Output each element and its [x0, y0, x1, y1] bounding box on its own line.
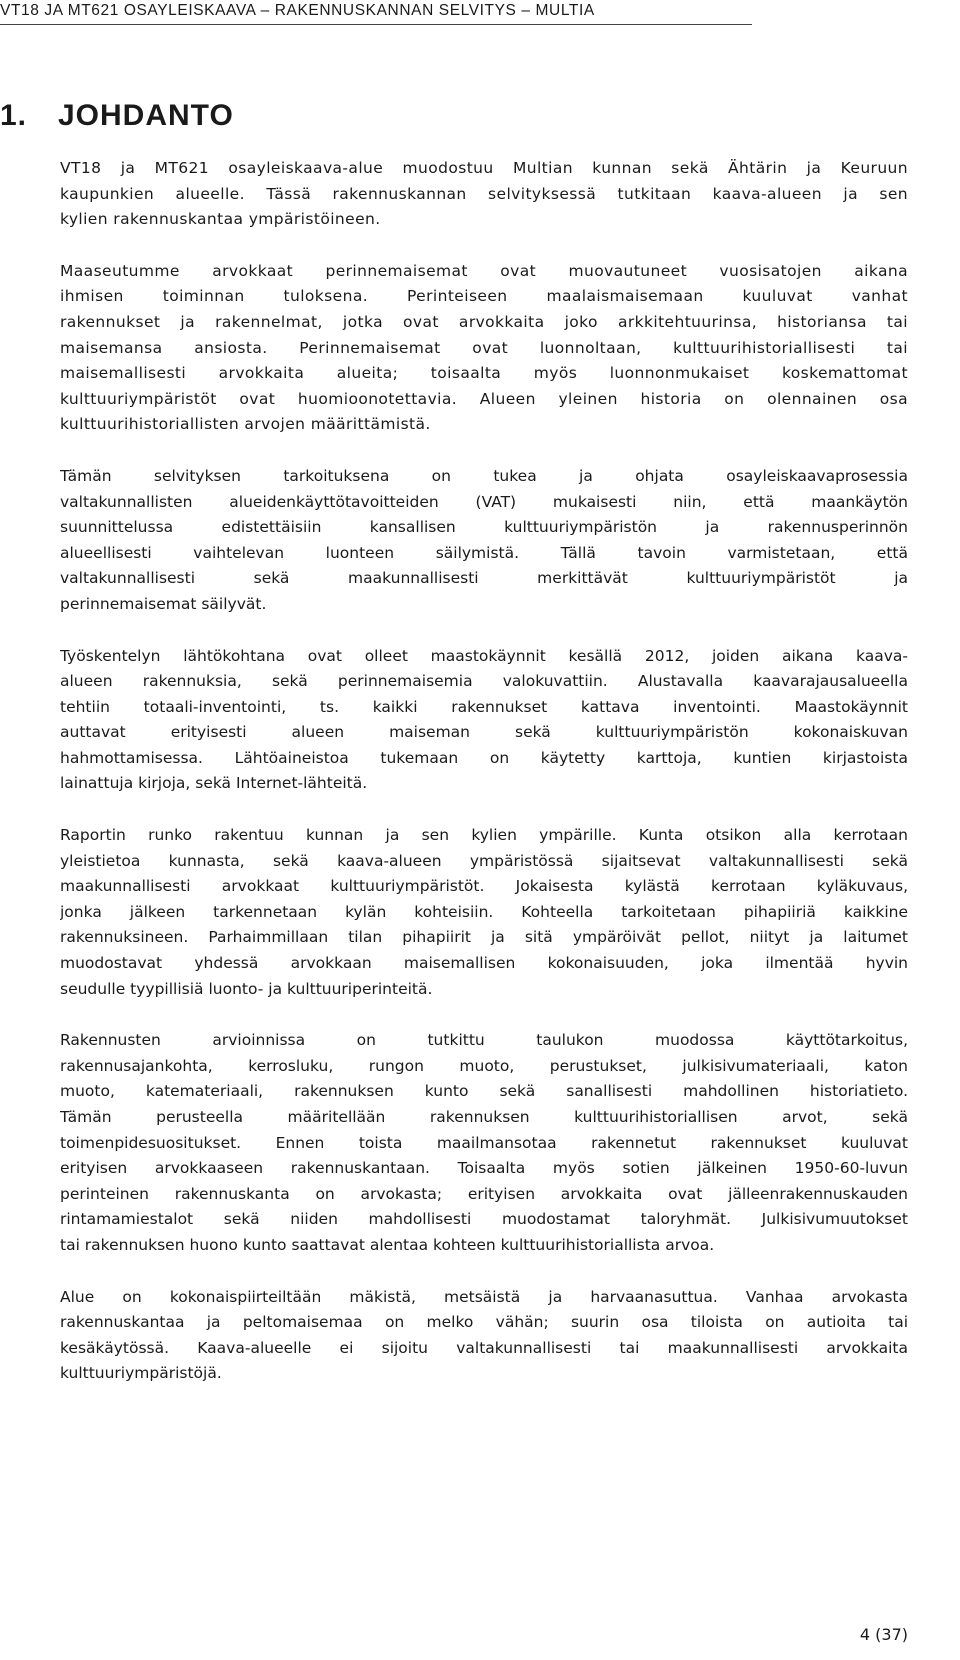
text-line: alueellisesti vaihtelevan luonteen säilymistä. Tällä tavoin varmistetaan, että: [60, 543, 908, 562]
text-line: rakennukset ja rakennelmat, jotka ovat arvokkaita joko arkkitehtuurinsa, historiansa tai: [60, 312, 908, 331]
text-line: kulttuuriympäristöjä.: [60, 1364, 222, 1383]
text-line: maakunnallisesti arvokkaat kulttuuriympäristöt. Jokaisesta kylästä kerrotaan kyläkuvaus,: [60, 877, 908, 896]
text-line: auttavat erityisesti alueen maiseman sekä kulttuuriympäristön kokonaiskuvan: [60, 723, 908, 742]
text-line: tehtiin totaali-inventointi, ts. kaikki rakennukset kattava inventointi. Maastokäynnit: [60, 697, 908, 716]
section-number: 1.: [0, 99, 28, 132]
paragraph: [60, 823, 908, 1002]
paragraph: [60, 1028, 908, 1258]
text-line: valtakunnallisesti sekä maakunnallisesti merkittävät kulttuuriympäristöt ja: [60, 569, 908, 588]
text-line: perinnemaisemat säilyvät.: [60, 594, 267, 613]
text-line: kylien rakennuskantaa ympäristöineen.: [60, 210, 381, 229]
text-line: tai rakennuksen huono kunto saattavat alentaa kohteen kulttuurihistoriallista arvoa.: [60, 1235, 715, 1254]
paragraph: [60, 156, 908, 233]
text-line: suunnittelussa edistettäisiin kansallisen kulttuuriympäristön ja rakennusperinnön: [60, 518, 908, 537]
text-line: seudulle tyypillisiä luonto- ja kulttuuriperinteitä.: [60, 979, 433, 998]
document-body: [60, 156, 908, 1413]
paragraph: [60, 259, 908, 438]
paragraph: [60, 464, 908, 618]
text-line: Rakennusten arvioinnissa on tutkittu taulukon muodossa käyttötarkoitus,: [60, 1031, 908, 1050]
paragraph: [60, 644, 908, 798]
text-line: muoto, katemateriaali, rakennuksen kunto sekä sanallisesti mahdollinen historiatieto.: [60, 1082, 908, 1101]
text-line: kulttuuriympäristöt ovat huomioonotettavia. Alueen yleinen historia on olennainen osa: [60, 389, 908, 408]
header-divider: [0, 24, 752, 25]
text-line: Alue on kokonaispiirteiltään mäkistä, metsäistä ja harvaanasuttua. Vanhaa arvokasta: [60, 1287, 908, 1306]
section-title: JOHDANTO: [58, 99, 234, 132]
text-line: kesäkäytössä. Kaava-alueelle ei sijoitu valtakunnallisesti tai maakunnallisesti arvokkaita: [60, 1338, 908, 1357]
text-line: muodostavat yhdessä arvokkaan maisemallisen kokonaisuuden, joka ilmentää hyvin: [60, 954, 908, 973]
text-line: perinteinen rakennuskanta on arvokasta; erityisen arvokkaita ovat jälleenrakennuskauden: [60, 1184, 908, 1203]
text-line: hahmottamisessa. Lähtöaineistoa tukemaan on käytetty karttoja, kuntien kirjastoista: [60, 748, 908, 767]
text-line: VT18 ja MT621 osayleiskaava-alue muodostuu Multian kunnan sekä Ähtärin ja Keuruun: [60, 159, 908, 177]
text-line: Tämän perusteella määritellään rakennuksen kulttuurihistoriallisen arvot, sekä: [60, 1108, 908, 1126]
text-line: rakennuskantaa ja peltomaisemaa on melko vähän; suurin osa tiloista on autioita tai: [60, 1313, 908, 1332]
text-line: erityisen arvokkaaseen rakennuskantaan. Toisaalta myös sotien jälkeinen 1950-60-luvun: [60, 1159, 908, 1178]
text-line: kulttuurihistoriallisten arvojen määrittämistä.: [60, 415, 431, 434]
page-number: 4 (37): [859, 1625, 908, 1644]
running-header: [0, 0, 760, 22]
text-line: rakennusajankohta, kerrosluku, rungon muoto, perustukset, julkisivumateriaali, katon: [60, 1056, 908, 1075]
text-line: Tämän selvityksen tarkoituksena on tukea ja ohjata osayleiskaavaprosessia: [60, 466, 908, 485]
text-line: Maaseutumme arvokkaat perinnemaisemat ovat muovautuneet vuosisatojen aikana: [60, 261, 908, 280]
text-line: alueen rakennuksia, sekä perinnemaisemia valokuvattiin. Alustavalla kaavarajausalueella: [60, 672, 908, 691]
text-line: maisemansa ansiosta. Perinnemaisemat ovat luonnoltaan, kulttuurihistoriallisesti tai: [60, 338, 908, 357]
text-line: jonka jälkeen tarkennetaan kylän kohteisiin. Kohteella tarkoitetaan pihapiiriä kaikkine: [60, 902, 908, 921]
text-line: kaupunkien alueelle. Tässä rakennuskannan selvityksessä tutkitaan kaava-alueen ja sen: [60, 184, 908, 203]
text-line: lainattuja kirjoja, sekä Internet-lähteitä.: [60, 774, 368, 793]
text-line: yleistietoa kunnasta, sekä kaava-alueen ympäristössä sijaitsevat valtakunnallisesti sekä: [60, 851, 908, 870]
text-line: rakennuksineen. Parhaimmillaan tilan pihapiirit ja sitä ympäröivät pellot, niityt ja laitumet: [60, 928, 908, 947]
running-header-title: VT18 JA MT621 OSAYLEISKAAVA – RAKENNUSKANNAN SELVITYS – MULTIA: [0, 2, 595, 19]
text-line: Työskentelyn lähtökohtana ovat olleet maastokäynnit kesällä 2012, joiden aikana kaava-: [60, 646, 908, 665]
text-line: ihmisen toiminnan tuloksena. Perinteiseen maalaismaisemaan kuuluvat vanhat: [60, 287, 908, 306]
paragraph: [60, 1285, 908, 1387]
text-line: valtakunnallisten alueidenkäyttötavoitteiden (VAT) mukaisesti niin, että maankäytön: [60, 492, 908, 511]
text-line: maisemallisesti arvokkaita alueita; toisaalta myös luonnonmukaiset koskemattomat: [60, 364, 908, 383]
section-heading: [0, 98, 234, 134]
text-line: toimenpidesuositukset. Ennen toista maailmansotaa rakennetut rakennukset kuuluvat: [60, 1133, 908, 1152]
text-line: Raportin runko rakentuu kunnan ja sen kylien ympärille. Kunta otsikon alla kerrotaan: [60, 826, 908, 845]
text-line: rintamamiestalot sekä niiden mahdollisesti muodostamat taloryhmät. Julkisivumuutokset: [60, 1210, 908, 1229]
